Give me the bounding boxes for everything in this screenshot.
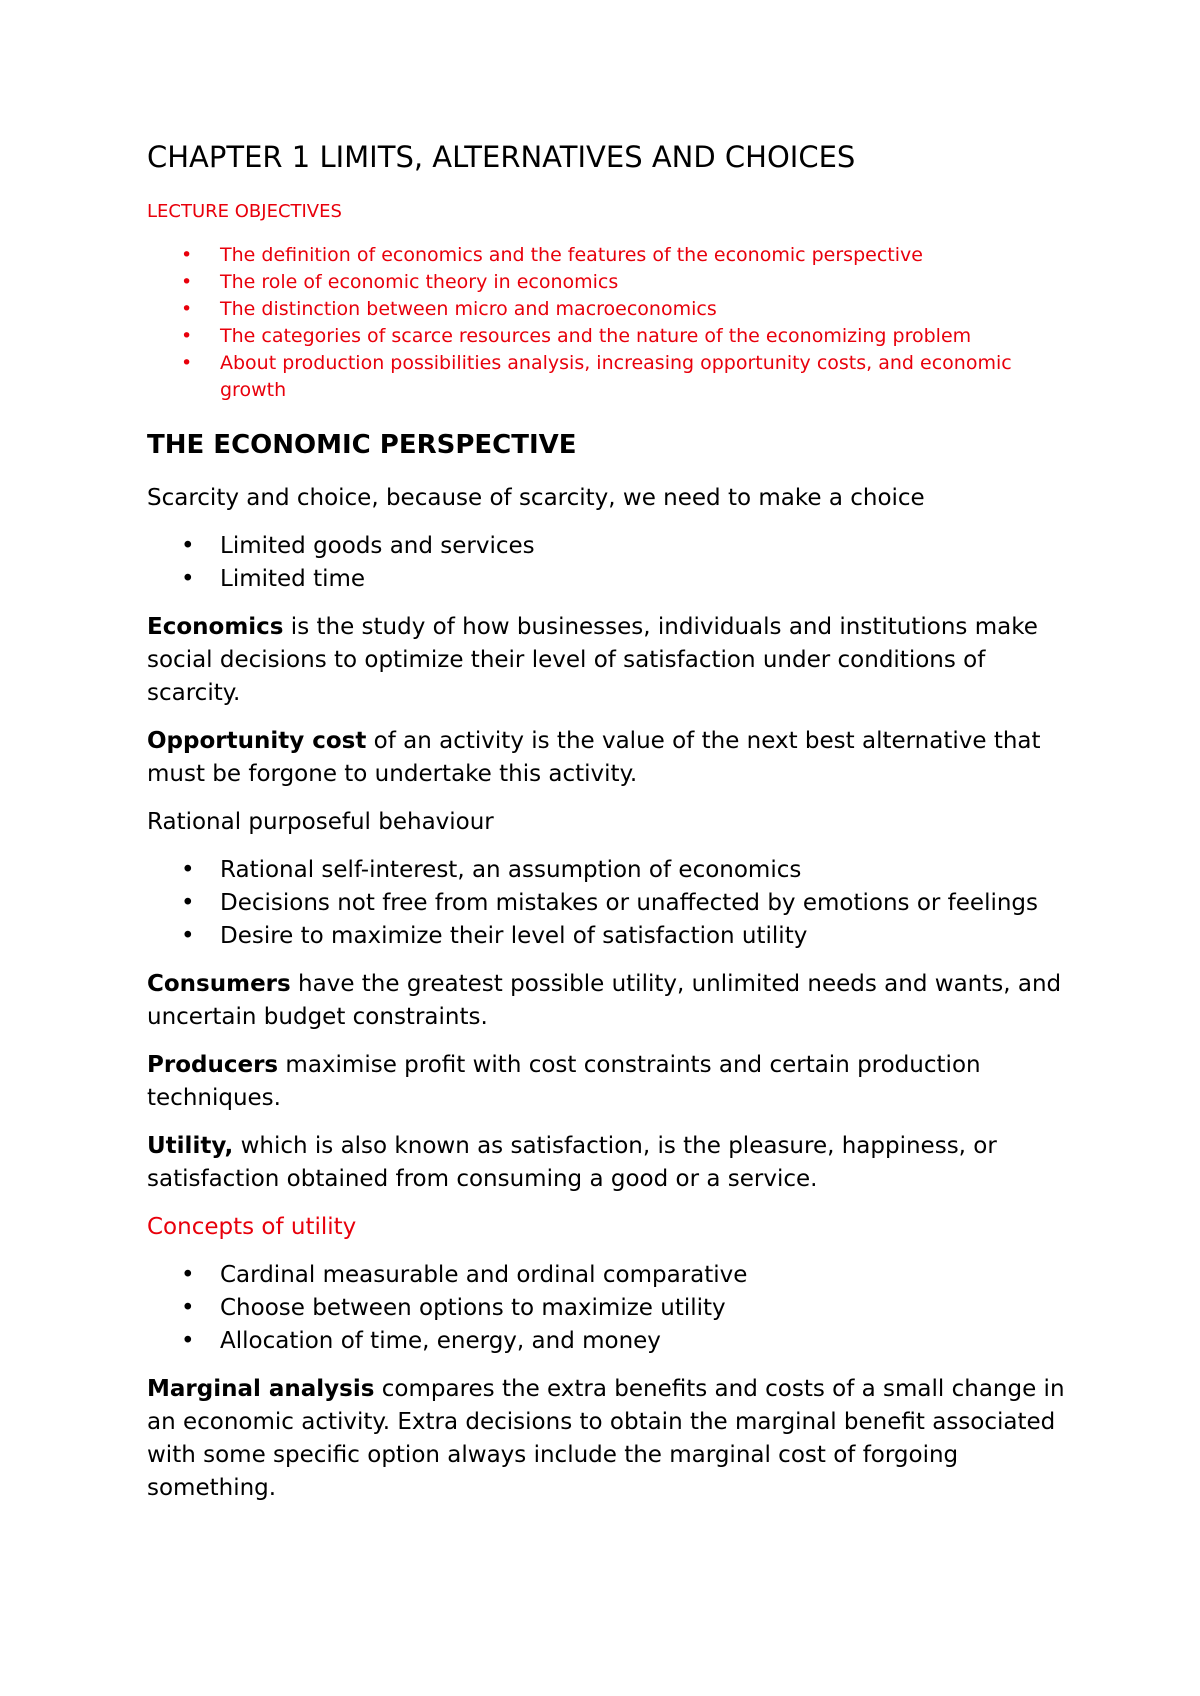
list-item xyxy=(147,350,1077,404)
list-item-text: Desire to maximize their level of satisfaction utility xyxy=(220,922,808,949)
concepts-list xyxy=(147,1259,1077,1358)
objective-text: The definition of economics and the features of the economic perspective xyxy=(220,244,923,267)
objective-text: The categories of scarce resources and the nature of the economizing problem xyxy=(220,325,972,348)
list-item-text: Rational self-interest, an assumption of economics xyxy=(220,856,802,883)
chapter-title: CHAPTER 1 LIMITS, ALTERNATIVES AND CHOICES xyxy=(147,140,856,174)
term-opportunity-cost: Opportunity cost xyxy=(147,727,367,754)
list-item xyxy=(147,296,1077,323)
rational-list xyxy=(147,854,1077,953)
bullet-icon: • xyxy=(181,352,193,375)
objectives-list xyxy=(147,242,1077,404)
opportunity-cost-definition xyxy=(147,725,1077,791)
list-item xyxy=(147,269,1077,296)
marginal-analysis-definition xyxy=(147,1373,1077,1505)
bullet-icon: • xyxy=(181,565,195,592)
rational-paragraph: Rational purposeful behaviour xyxy=(147,808,494,835)
list-item-text: Limited time xyxy=(220,565,366,592)
list-item xyxy=(147,242,1077,269)
definition-text: is the study of how businesses, individuals and institutions make social decisions to optimize their level of satisfaction under conditions of scarcity. xyxy=(147,613,1038,706)
list-item xyxy=(147,1325,1077,1358)
term-consumers: Consumers xyxy=(147,970,291,997)
bullet-icon: • xyxy=(181,532,195,559)
list-item-text: Cardinal measurable and ordinal comparative xyxy=(220,1261,748,1288)
economics-definition xyxy=(147,611,1077,710)
bullet-icon: • xyxy=(181,244,193,267)
scarcity-paragraph: Scarcity and choice, because of scarcity, we need to make a choice xyxy=(147,484,925,511)
bullet-icon: • xyxy=(181,271,193,294)
list-item-text: Choose between options to maximize utility xyxy=(220,1294,726,1321)
definition-text: compares the extra benefits and costs of a small change in an economic activity. Extra decisions to obtain the marginal benefit associated with some specific option always include the marginal cost of forgoing something. xyxy=(147,1375,1065,1501)
bullet-icon: • xyxy=(181,1327,195,1354)
term-producers: Producers xyxy=(147,1051,279,1078)
bullet-icon: • xyxy=(181,922,195,949)
list-item xyxy=(147,1259,1077,1292)
bullet-icon: • xyxy=(181,325,193,348)
scarcity-list xyxy=(147,530,1077,596)
list-item-text: Limited goods and services xyxy=(220,532,535,559)
objective-text: About production possibilities analysis, increasing opportunity costs, and economic growth xyxy=(220,352,1012,402)
definition-text: of an activity is the value of the next best alternative that must be forgone to undertake this activity. xyxy=(147,727,1041,787)
bullet-icon: • xyxy=(181,856,195,883)
definition-text: have the greatest possible utility, unlimited needs and wants, and uncertain budget constraints. xyxy=(147,970,1062,1030)
objective-text: The role of economic theory in economics xyxy=(220,271,619,294)
term-utility: Utility, xyxy=(147,1132,234,1159)
objectives-heading: LECTURE OBJECTIVES xyxy=(147,200,342,222)
term-marginal-analysis: Marginal analysis xyxy=(147,1375,375,1402)
bullet-icon: • xyxy=(181,1261,195,1288)
concepts-heading: Concepts of utility xyxy=(147,1213,357,1240)
bullet-icon: • xyxy=(181,298,193,321)
list-item xyxy=(147,887,1077,920)
document-page xyxy=(147,140,1077,1520)
list-item-text: Decisions not free from mistakes or unaffected by emotions or feelings xyxy=(220,889,1039,916)
producers-definition xyxy=(147,1049,1077,1115)
term-economics: Economics xyxy=(147,613,284,640)
section-heading: THE ECONOMIC PERSPECTIVE xyxy=(147,430,577,461)
definition-text: maximise profit with cost constraints and certain production techniques. xyxy=(147,1051,981,1111)
list-item xyxy=(147,530,1077,563)
list-item xyxy=(147,854,1077,887)
list-item xyxy=(147,563,1077,596)
list-item xyxy=(147,1292,1077,1325)
utility-definition xyxy=(147,1130,1077,1196)
definition-text: which is also known as satisfaction, is the pleasure, happiness, or satisfaction obtained from consuming a good or a service. xyxy=(147,1132,997,1192)
list-item xyxy=(147,323,1077,350)
objective-text: The distinction between micro and macroeconomics xyxy=(220,298,717,321)
bullet-icon: • xyxy=(181,889,195,916)
bullet-icon: • xyxy=(181,1294,195,1321)
list-item-text: Allocation of time, energy, and money xyxy=(220,1327,661,1354)
list-item xyxy=(147,920,1077,953)
consumers-definition xyxy=(147,968,1077,1034)
